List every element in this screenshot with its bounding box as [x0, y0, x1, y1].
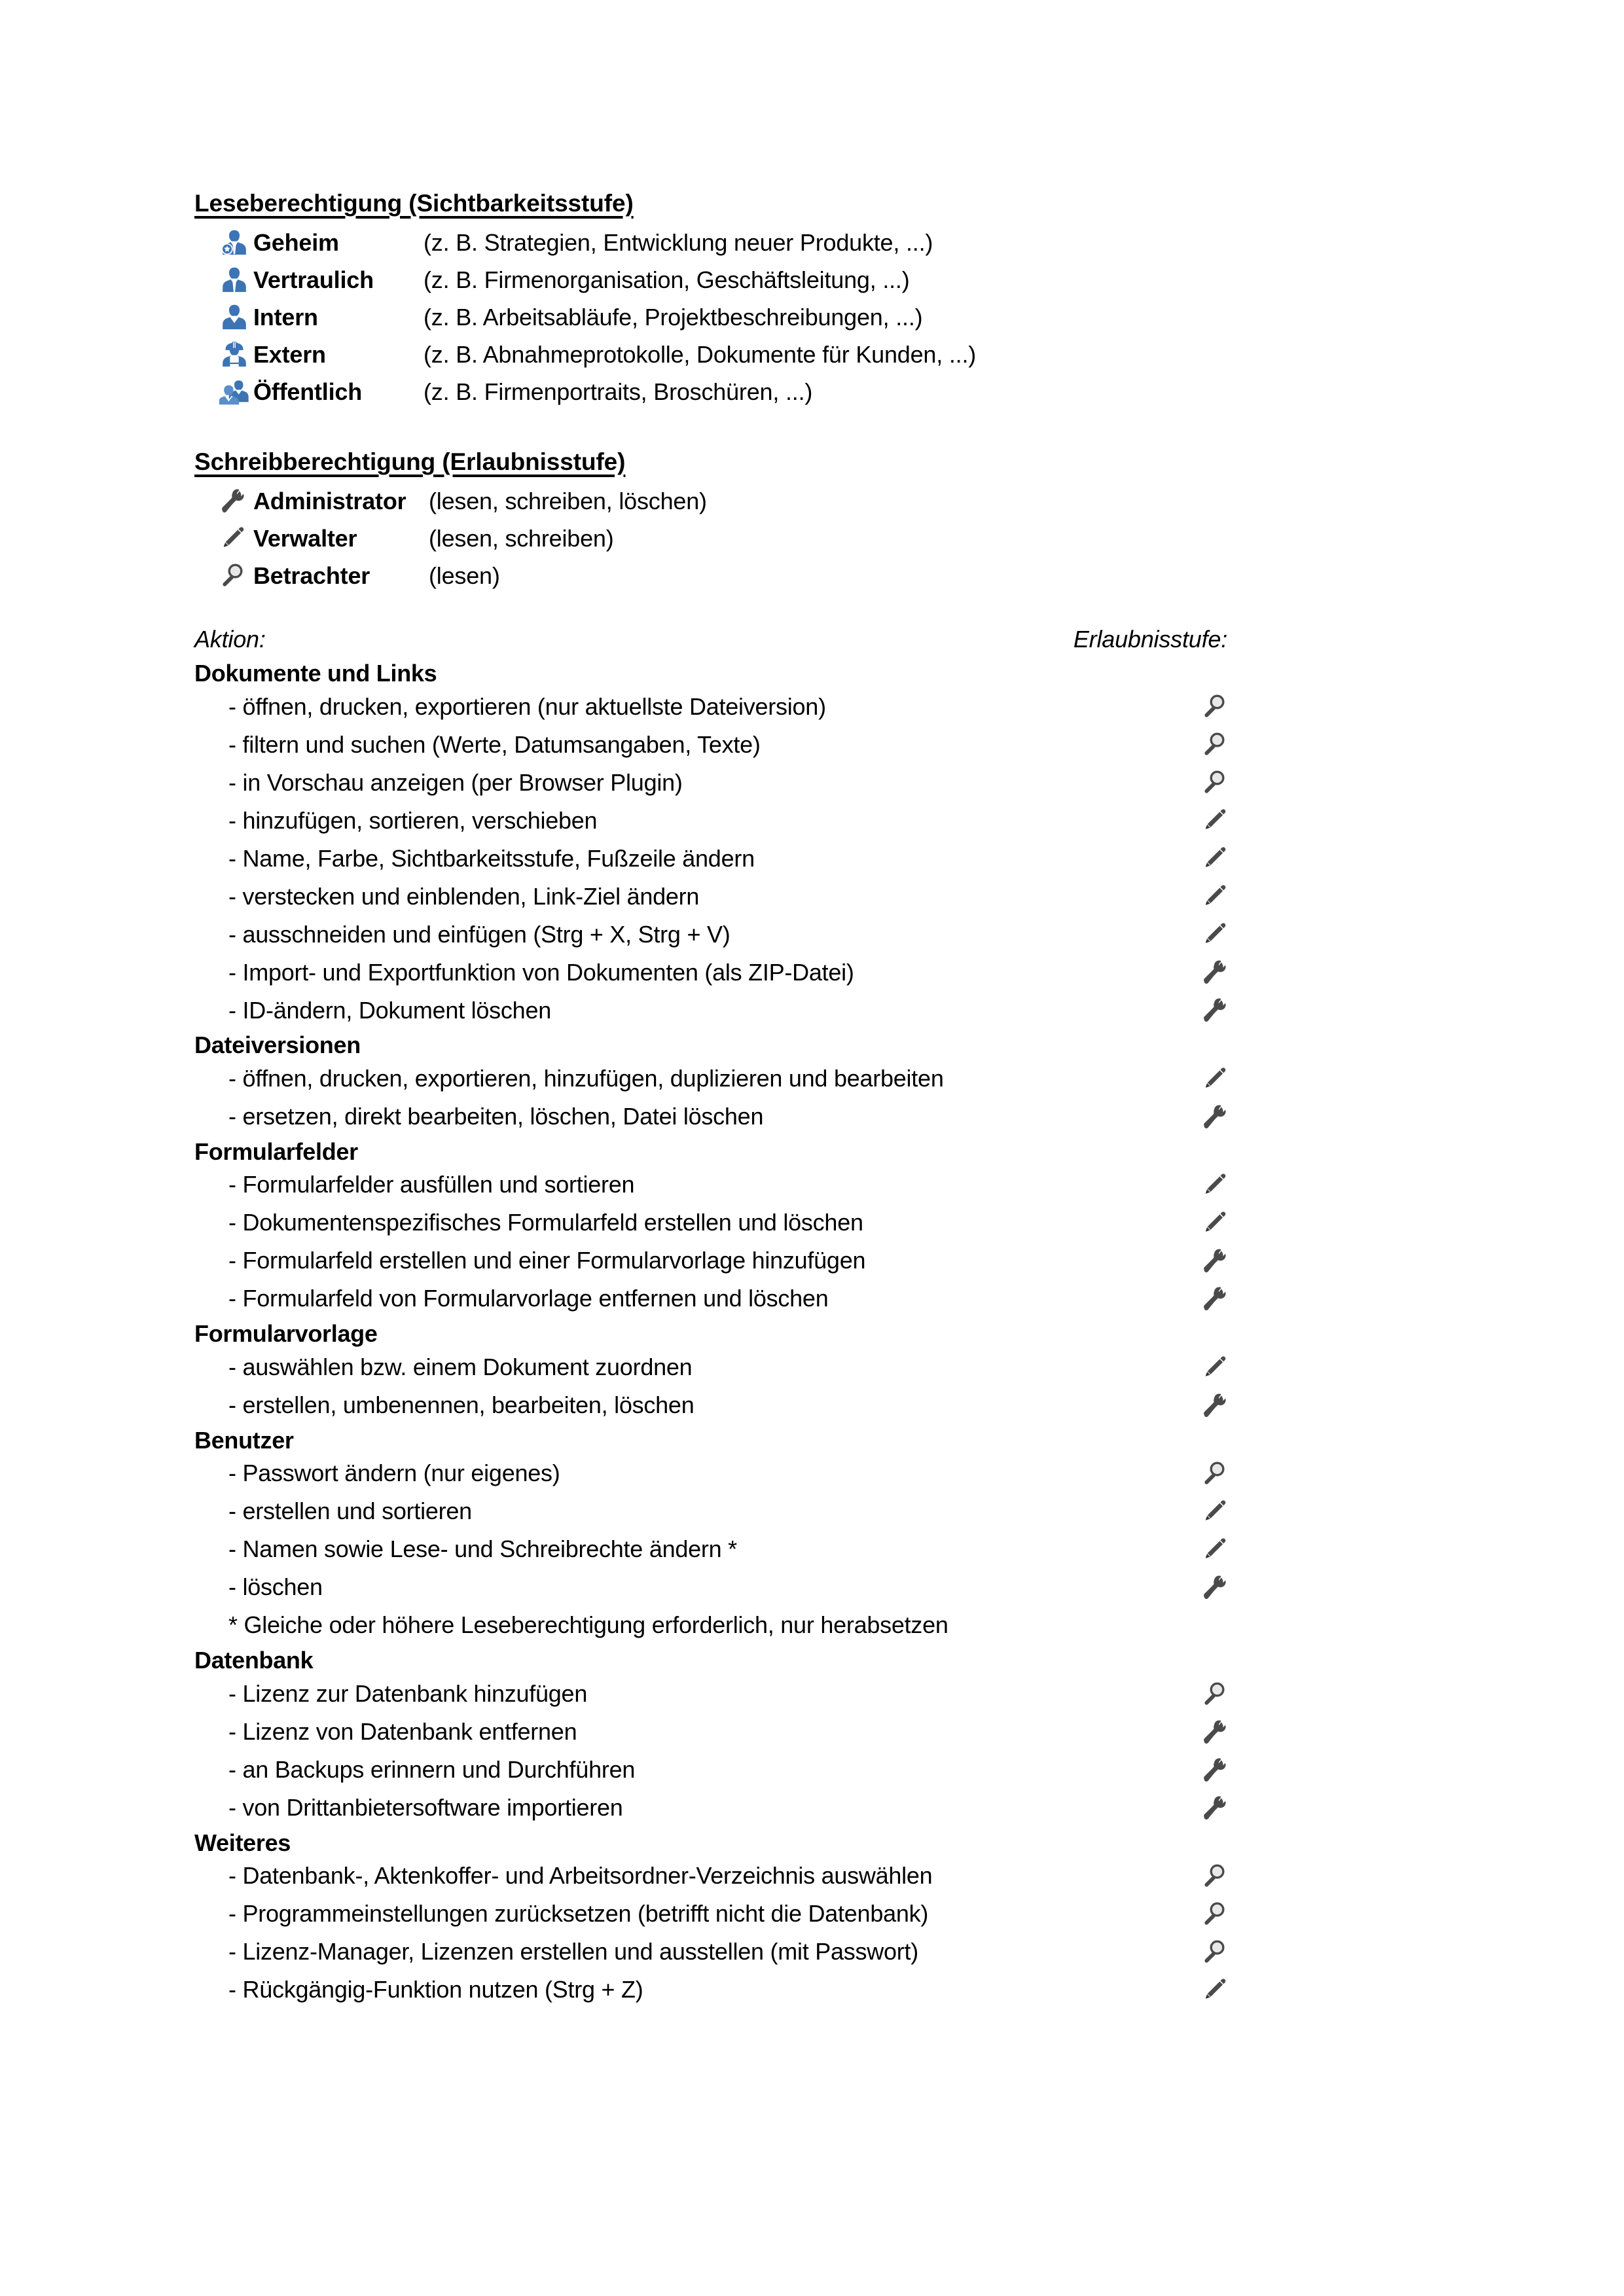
wrench-icon	[219, 488, 253, 514]
wrench-icon	[1201, 959, 1227, 985]
magnifier-icon	[1199, 1939, 1230, 1965]
action-row	[194, 1242, 1248, 1280]
visibility-level-example: (z. B. Strategien, Entwicklung neuer Produkte, ...)	[424, 228, 933, 256]
person-badge-icon	[219, 227, 253, 257]
action-group-title: Datenbank	[194, 1647, 314, 1674]
action-row	[194, 915, 1248, 953]
wrench-icon	[1199, 997, 1230, 1023]
pencil-icon	[1201, 845, 1227, 871]
action-label: - löschen	[228, 1573, 323, 1601]
wrench-icon	[1199, 1795, 1230, 1821]
permission-level-row	[194, 520, 1248, 557]
action-row	[194, 1751, 1248, 1789]
action-row	[194, 1895, 1248, 1933]
permission-level-row	[194, 557, 1248, 594]
wrench-icon	[1199, 1719, 1230, 1745]
visibility-level-row	[194, 224, 1248, 261]
read-permission-legend	[194, 224, 1248, 410]
action-row	[194, 1933, 1248, 1971]
visibility-level-name: Vertraulich	[253, 266, 374, 293]
magnifier-icon	[1201, 1681, 1227, 1707]
action-row	[194, 725, 1248, 763]
wrench-icon	[1199, 1574, 1230, 1600]
pencil-icon	[1201, 1354, 1227, 1380]
pencil-icon	[1201, 1977, 1227, 2003]
action-group-title: Weiteres	[194, 1829, 291, 1856]
action-row	[194, 1606, 1248, 1644]
pencil-icon	[219, 525, 253, 551]
action-row	[194, 1280, 1248, 1318]
wrench-icon	[1199, 1103, 1230, 1130]
action-label: * Gleiche oder höhere Leseberechtigung erforderlich, nur herabsetzen	[228, 1611, 948, 1639]
action-label: - ID-ändern, Dokument löschen	[228, 996, 551, 1024]
magnifier-icon	[219, 562, 245, 588]
action-label: - Formularfeld erstellen und einer Formularvorlage hinzufügen	[228, 1247, 866, 1274]
person-badge-icon	[219, 227, 249, 257]
spacer	[194, 594, 1248, 626]
column-header-level: Erlaubnisstufe:	[1073, 625, 1227, 653]
action-table-header	[194, 626, 1248, 653]
action-label: - auswählen bzw. einem Dokument zuordnen	[228, 1353, 693, 1380]
write-permission-legend	[194, 482, 1248, 594]
action-label: - Lizenz von Datenbank entfernen	[228, 1717, 577, 1745]
action-label: - ersetzen, direkt bearbeiten, löschen, Datei löschen	[228, 1103, 764, 1130]
wrench-icon	[1201, 1757, 1227, 1783]
action-row	[194, 801, 1248, 839]
pencil-icon	[1199, 1172, 1230, 1198]
permission-level-rights: (lesen, schreiben)	[429, 524, 614, 552]
action-group-title: Formularvorlage	[194, 1320, 378, 1348]
visibility-level-name: Geheim	[253, 228, 339, 256]
visibility-level-name: Öffentlich	[253, 378, 362, 405]
pencil-icon	[1201, 1210, 1227, 1236]
action-row	[194, 1568, 1248, 1606]
permission-level-rights: (lesen, schreiben, löschen)	[429, 487, 707, 514]
person-icon	[219, 302, 253, 332]
wrench-icon	[1201, 1719, 1227, 1745]
action-label: - filtern und suchen (Werte, Datumsangaben, Texte)	[228, 730, 761, 758]
permission-level-row	[194, 482, 1248, 520]
action-row	[194, 1060, 1248, 1098]
magnifier-icon	[1199, 769, 1230, 795]
action-label: - in Vorschau anzeigen (per Browser Plugin)	[228, 768, 683, 796]
action-row	[194, 1386, 1248, 1424]
wrench-icon	[1199, 959, 1230, 985]
magnifier-icon	[1201, 1939, 1227, 1965]
visibility-level-example: (z. B. Arbeitsabläufe, Projektbeschreibungen, ...)	[424, 303, 923, 331]
action-row	[194, 1348, 1248, 1386]
action-label: - Import- und Exportfunktion von Dokumenten (als ZIP-Datei)	[228, 958, 854, 986]
action-row	[194, 1204, 1248, 1242]
spacer	[194, 410, 1248, 446]
person-helmet-icon	[219, 339, 253, 369]
pencil-icon	[1201, 807, 1227, 833]
person-suit-icon	[219, 264, 249, 295]
pencil-icon	[1201, 1172, 1227, 1198]
visibility-level-example: (z. B. Firmenorganisation, Geschäftsleitung, ...)	[424, 266, 910, 293]
action-label: - an Backups erinnern und Durchführen	[228, 1755, 636, 1783]
action-group-title: Dokumente und Links	[194, 659, 437, 687]
wrench-icon	[219, 488, 245, 514]
action-label: - öffnen, drucken, exportieren, hinzufügen, duplizieren und bearbeiten	[228, 1065, 944, 1092]
pencil-icon	[1199, 883, 1230, 909]
visibility-level-name: Extern	[253, 340, 326, 368]
action-label: - Lizenz-Manager, Lizenzen erstellen und ausstellen (mit Passwort)	[228, 1938, 919, 1965]
people-group-icon	[219, 376, 249, 406]
magnifier-icon	[1199, 731, 1230, 757]
action-row	[194, 1492, 1248, 1530]
action-label: - Formularfelder ausfüllen und sortieren	[228, 1171, 635, 1198]
action-label: - ausschneiden und einfügen (Strg + X, Strg + V)	[228, 920, 731, 948]
pencil-icon	[1201, 1066, 1227, 1092]
pencil-icon	[1199, 1066, 1230, 1092]
action-label: - öffnen, drucken, exportieren (nur aktuellste Dateiversion)	[228, 692, 826, 720]
magnifier-icon	[1199, 1460, 1230, 1486]
magnifier-icon	[1201, 1460, 1227, 1486]
visibility-level-name: Intern	[253, 303, 318, 331]
wrench-icon	[1201, 1247, 1227, 1274]
action-table	[194, 660, 1248, 2009]
action-label: - Lizenz zur Datenbank hinzufügen	[228, 1679, 588, 1707]
people-group-icon	[219, 376, 253, 406]
action-label: - Programmeinstellungen zurücksetzen (betrifft nicht die Datenbank)	[228, 1900, 929, 1928]
column-header-action: Aktion:	[194, 625, 266, 653]
action-label: - hinzufügen, sortieren, verschieben	[228, 806, 598, 834]
action-label: - Namen sowie Lese- und Schreibrechte ändern *	[228, 1535, 737, 1563]
action-row	[194, 763, 1248, 801]
pencil-icon	[1199, 1977, 1230, 2003]
pencil-icon	[1199, 1498, 1230, 1524]
pencil-icon	[1199, 845, 1230, 871]
action-row	[194, 1098, 1248, 1136]
permission-level-name: Verwalter	[253, 524, 357, 552]
magnifier-icon	[1201, 731, 1227, 757]
magnifier-icon	[1201, 1901, 1227, 1927]
pencil-icon	[1201, 883, 1227, 909]
visibility-level-row	[194, 298, 1248, 336]
action-group-title: Dateiversionen	[194, 1031, 361, 1059]
wrench-icon	[1199, 1247, 1230, 1274]
pencil-icon	[1199, 1354, 1230, 1380]
magnifier-icon	[1201, 693, 1227, 719]
action-row	[194, 687, 1248, 725]
pencil-icon	[1199, 807, 1230, 833]
action-row	[194, 839, 1248, 877]
magnifier-icon	[1199, 1681, 1230, 1707]
action-label: - Datenbank-, Aktenkoffer- und Arbeitsordner-Verzeichnis auswählen	[228, 1862, 933, 1890]
pencil-icon	[1201, 921, 1227, 947]
document-content	[194, 187, 1248, 2009]
permission-level-rights: (lesen)	[429, 562, 500, 589]
action-label: - Passwort ändern (nur eigenes)	[228, 1460, 560, 1487]
pencil-icon	[1199, 1536, 1230, 1562]
pencil-icon	[1199, 1210, 1230, 1236]
magnifier-icon	[1199, 693, 1230, 719]
wrench-icon	[1201, 1392, 1227, 1418]
wrench-icon	[1199, 1757, 1230, 1783]
action-label: - erstellen und sortieren	[228, 1498, 472, 1525]
action-row	[194, 1675, 1248, 1713]
wrench-icon	[1201, 1285, 1227, 1312]
visibility-level-row	[194, 261, 1248, 298]
action-row	[194, 1454, 1248, 1492]
action-label: - Rückgängig-Funktion nutzen (Strg + Z)	[228, 1976, 643, 2003]
action-row	[194, 877, 1248, 915]
read-permission-title: Leseberechtigung (Sichtbarkeitsstufe)	[194, 190, 634, 217]
action-row	[194, 1857, 1248, 1895]
person-suit-icon	[219, 264, 253, 295]
action-row	[194, 1713, 1248, 1751]
wrench-icon	[1201, 997, 1227, 1023]
visibility-level-example: (z. B. Firmenportraits, Broschüren, ...)	[424, 378, 813, 405]
permission-level-name: Administrator	[253, 487, 406, 514]
action-group-title: Benutzer	[194, 1426, 294, 1454]
magnifier-icon	[219, 562, 253, 588]
magnifier-icon	[1199, 1901, 1230, 1927]
action-label: - Formularfeld von Formularvorlage entfernen und löschen	[228, 1285, 829, 1312]
action-label: - Dokumentenspezifisches Formularfeld erstellen und löschen	[228, 1209, 863, 1236]
person-helmet-icon	[219, 339, 249, 369]
action-row	[194, 1971, 1248, 2009]
visibility-level-row	[194, 373, 1248, 410]
write-permission-title: Schreibberechtigung (Erlaubnisstufe)	[194, 448, 626, 475]
magnifier-icon	[1199, 1863, 1230, 1889]
action-row	[194, 1530, 1248, 1568]
pencil-icon	[219, 525, 245, 551]
action-label: - von Drittanbietersoftware importieren	[228, 1793, 623, 1821]
visibility-level-example: (z. B. Abnahmeprotokolle, Dokumente für Kunden, ...)	[424, 340, 977, 368]
wrench-icon	[1201, 1574, 1227, 1600]
wrench-icon	[1199, 1392, 1230, 1418]
action-label: - verstecken und einblenden, Link-Ziel ändern	[228, 882, 700, 910]
pencil-icon	[1201, 1536, 1227, 1562]
wrench-icon	[1201, 1795, 1227, 1821]
action-row	[194, 991, 1248, 1029]
action-row	[194, 953, 1248, 991]
pencil-icon	[1201, 1498, 1227, 1524]
action-label: - erstellen, umbenennen, bearbeiten, löschen	[228, 1391, 695, 1418]
action-row	[194, 1789, 1248, 1827]
magnifier-icon	[1201, 769, 1227, 795]
wrench-icon	[1199, 1285, 1230, 1312]
magnifier-icon	[1201, 1863, 1227, 1889]
wrench-icon	[1201, 1103, 1227, 1130]
visibility-level-row	[194, 336, 1248, 373]
action-label: - Name, Farbe, Sichtbarkeitsstufe, Fußzeile ändern	[228, 844, 755, 872]
action-row	[194, 1166, 1248, 1204]
pencil-icon	[1199, 921, 1230, 947]
permission-level-name: Betrachter	[253, 562, 370, 589]
action-group-title: Formularfelder	[194, 1138, 358, 1165]
person-icon	[219, 302, 249, 332]
